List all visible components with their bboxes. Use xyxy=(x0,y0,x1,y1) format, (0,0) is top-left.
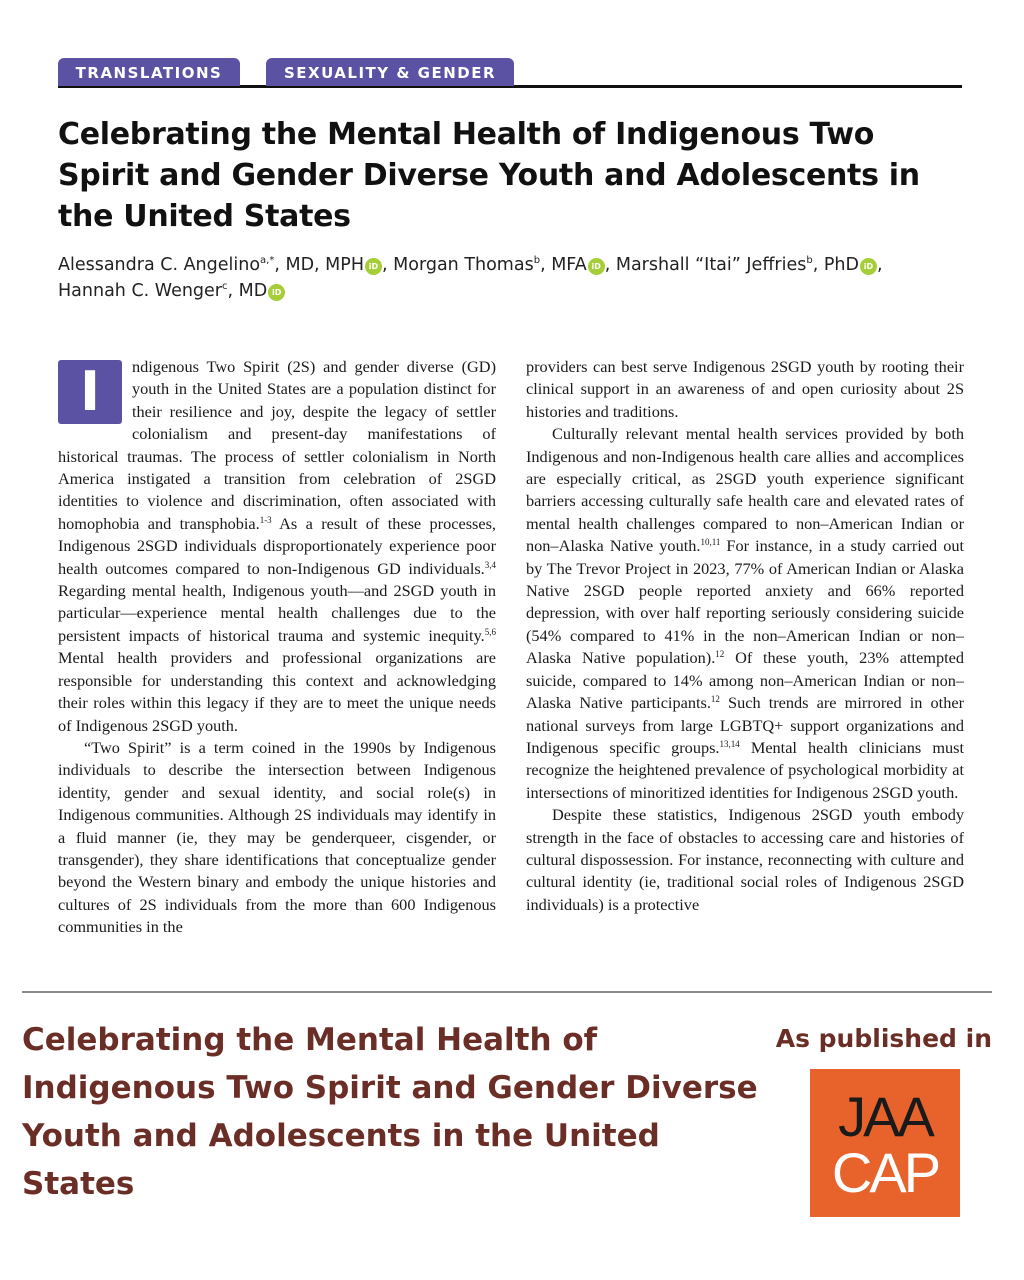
section-tags xyxy=(58,58,962,88)
text-run: For instance, in a study carried out by The Trevor Project in 2023, 77% of American Indian or Alaska Native 2SGD people reported anxiety and 66% reported depression, with over half reporting seriously considering suicide (54% compared to 41% in the non–American Indian or non–Alaska Native population). xyxy=(526,536,964,668)
citation[interactable]: 3,4 xyxy=(484,559,496,570)
paragraph xyxy=(526,423,964,804)
citation[interactable]: 1-3 xyxy=(259,514,272,525)
paragraph: Despite these statistics, Indigenous 2SGD youth embody strength in the face of obstacles to accessing care and histories of cultural dispossession. For instance, reconnecting with culture and cultural identity (ie, traditional social roles of Indigenous 2SGD individuals) is a protective xyxy=(526,805,964,914)
author-name: Morgan Thomas xyxy=(393,255,534,275)
author xyxy=(616,255,883,275)
author-name: Hannah C. Wenger xyxy=(58,281,222,301)
author-degrees: , MD xyxy=(227,281,268,301)
drop-cap: I xyxy=(58,360,122,424)
paragraph xyxy=(58,356,496,737)
text-run: ndigenous Two Spirit (2S) and gender diverse (GD) youth in the United States are a population distinct for their resilience and joy, despite the legacy of settler colonialism and present-day manifestations of historical traumas. The process of settler colonialism in North America instigated a transition from celebration of 2SGD identities to violence and discrimination, often associated with homophobia and transphobia. xyxy=(58,357,496,533)
article-title: Celebrating the Mental Health of Indigenous Two Spirit and Gender Diverse Youth and Adolescents in the United States xyxy=(58,117,920,234)
author-name: Alessandra C. Angelino xyxy=(58,255,261,275)
citation[interactable]: 12 xyxy=(715,649,725,660)
author-list xyxy=(58,252,978,304)
paragraph: “Two Spirit” is a term coined in the 1990s by Indigenous individuals to describe the intersection between Indigenous identity, gender and sexual identity, and social role(s) in Indigenous communities. Although 2S individuals may identify in a fluid manner (ie, they may be genderqueer, cisgender, or transgender), they share identifications that conceptualize gender beyond the Western binary and embody the unique histories and cultures of 2S individuals from the more than 600 Indigenous communities in the xyxy=(58,737,496,937)
orcid-icon[interactable]: iD xyxy=(268,284,285,301)
text-run: Such trends are mirrored in other national surveys from large LGBTQ+ support organizations and Indigenous specific groups. xyxy=(526,693,964,757)
text-run: Culturally relevant mental health services provided by both Indigenous and non-Indigenous health care allies and accomplices are especially critical, as 2SGD youth experience significant barriers accessing culturally safe health care and elevated rates of mental health challenges compared to non–American Indian or non–Alaska Native youth. xyxy=(526,424,964,556)
published-in-label: As published in xyxy=(775,1024,992,1053)
author-degrees: , PhD xyxy=(812,255,859,275)
citation[interactable]: 10,11 xyxy=(700,537,721,548)
footer-title: Celebrating the Mental Health of Indigenous Two Spirit and Gender Diverse Youth and Adolescents in the United States xyxy=(22,1022,758,1202)
author-separator: , xyxy=(604,255,616,275)
tag-sexuality-gender[interactable]: SEXUALITY & GENDER xyxy=(266,58,514,86)
author-affiliation: b xyxy=(533,255,541,266)
body-column-right xyxy=(526,356,964,963)
tag-translations[interactable]: TRANSLATIONS xyxy=(58,58,240,86)
citation[interactable]: 12 xyxy=(710,694,720,705)
logo-line-1: JAA xyxy=(838,1085,932,1148)
text-run: Mental health clinicians must recognize the heightened prevalence of psychological morbidity at intersections of minoritized identities for Indigenous 2SGD youth. xyxy=(526,737,964,802)
orcid-icon[interactable]: iD xyxy=(588,258,605,275)
author-degrees: , MFA xyxy=(540,255,587,275)
author-name: Marshall “Itai” Jeffries xyxy=(615,255,807,275)
author-separator: , xyxy=(876,255,883,275)
body-column-left xyxy=(58,356,496,963)
author xyxy=(58,281,285,301)
logo-line-2: CAP xyxy=(831,1141,939,1204)
orcid-icon[interactable]: iD xyxy=(365,258,382,275)
jaacap-logo[interactable] xyxy=(810,1069,960,1217)
divider xyxy=(22,991,992,993)
author-separator: , xyxy=(382,255,394,275)
text-run: Of these youth, 23% attempted suicide, compared to 14% among non–American Indian or non–Alaska Native participants. xyxy=(526,648,964,713)
author-affiliation: c xyxy=(222,281,228,292)
text-run: As a result of these processes, Indigenous 2SGD individuals disproportionately experience poor health outcomes compared to non-Indigenous GD individuals. xyxy=(58,513,496,578)
author xyxy=(393,255,616,275)
author-affiliation: b xyxy=(806,255,813,266)
citation[interactable]: 5,6 xyxy=(484,626,496,637)
text-run: Regarding mental health, Indigenous youth—and 2SGD youth in particular—experience mental health challenges due to the persistent impacts of historical trauma and systemic inequity. xyxy=(58,581,496,645)
author xyxy=(58,255,393,275)
paragraph: providers can best serve Indigenous 2SGD youth by rooting their clinical support in an awareness of and open curiosity about 2S histories and traditions. xyxy=(526,357,964,421)
text-run: Mental health providers and professional organizations are responsible for understanding this context and acknowledging their roles within this legacy if they are to meet the unique needs of Indigenous 2SGD youth. xyxy=(58,648,496,735)
author-degrees: , MD, MPH xyxy=(274,255,364,275)
citation[interactable]: 13,14 xyxy=(719,738,740,749)
author-affiliation: a,* xyxy=(260,255,275,266)
orcid-icon[interactable]: iD xyxy=(860,258,877,275)
